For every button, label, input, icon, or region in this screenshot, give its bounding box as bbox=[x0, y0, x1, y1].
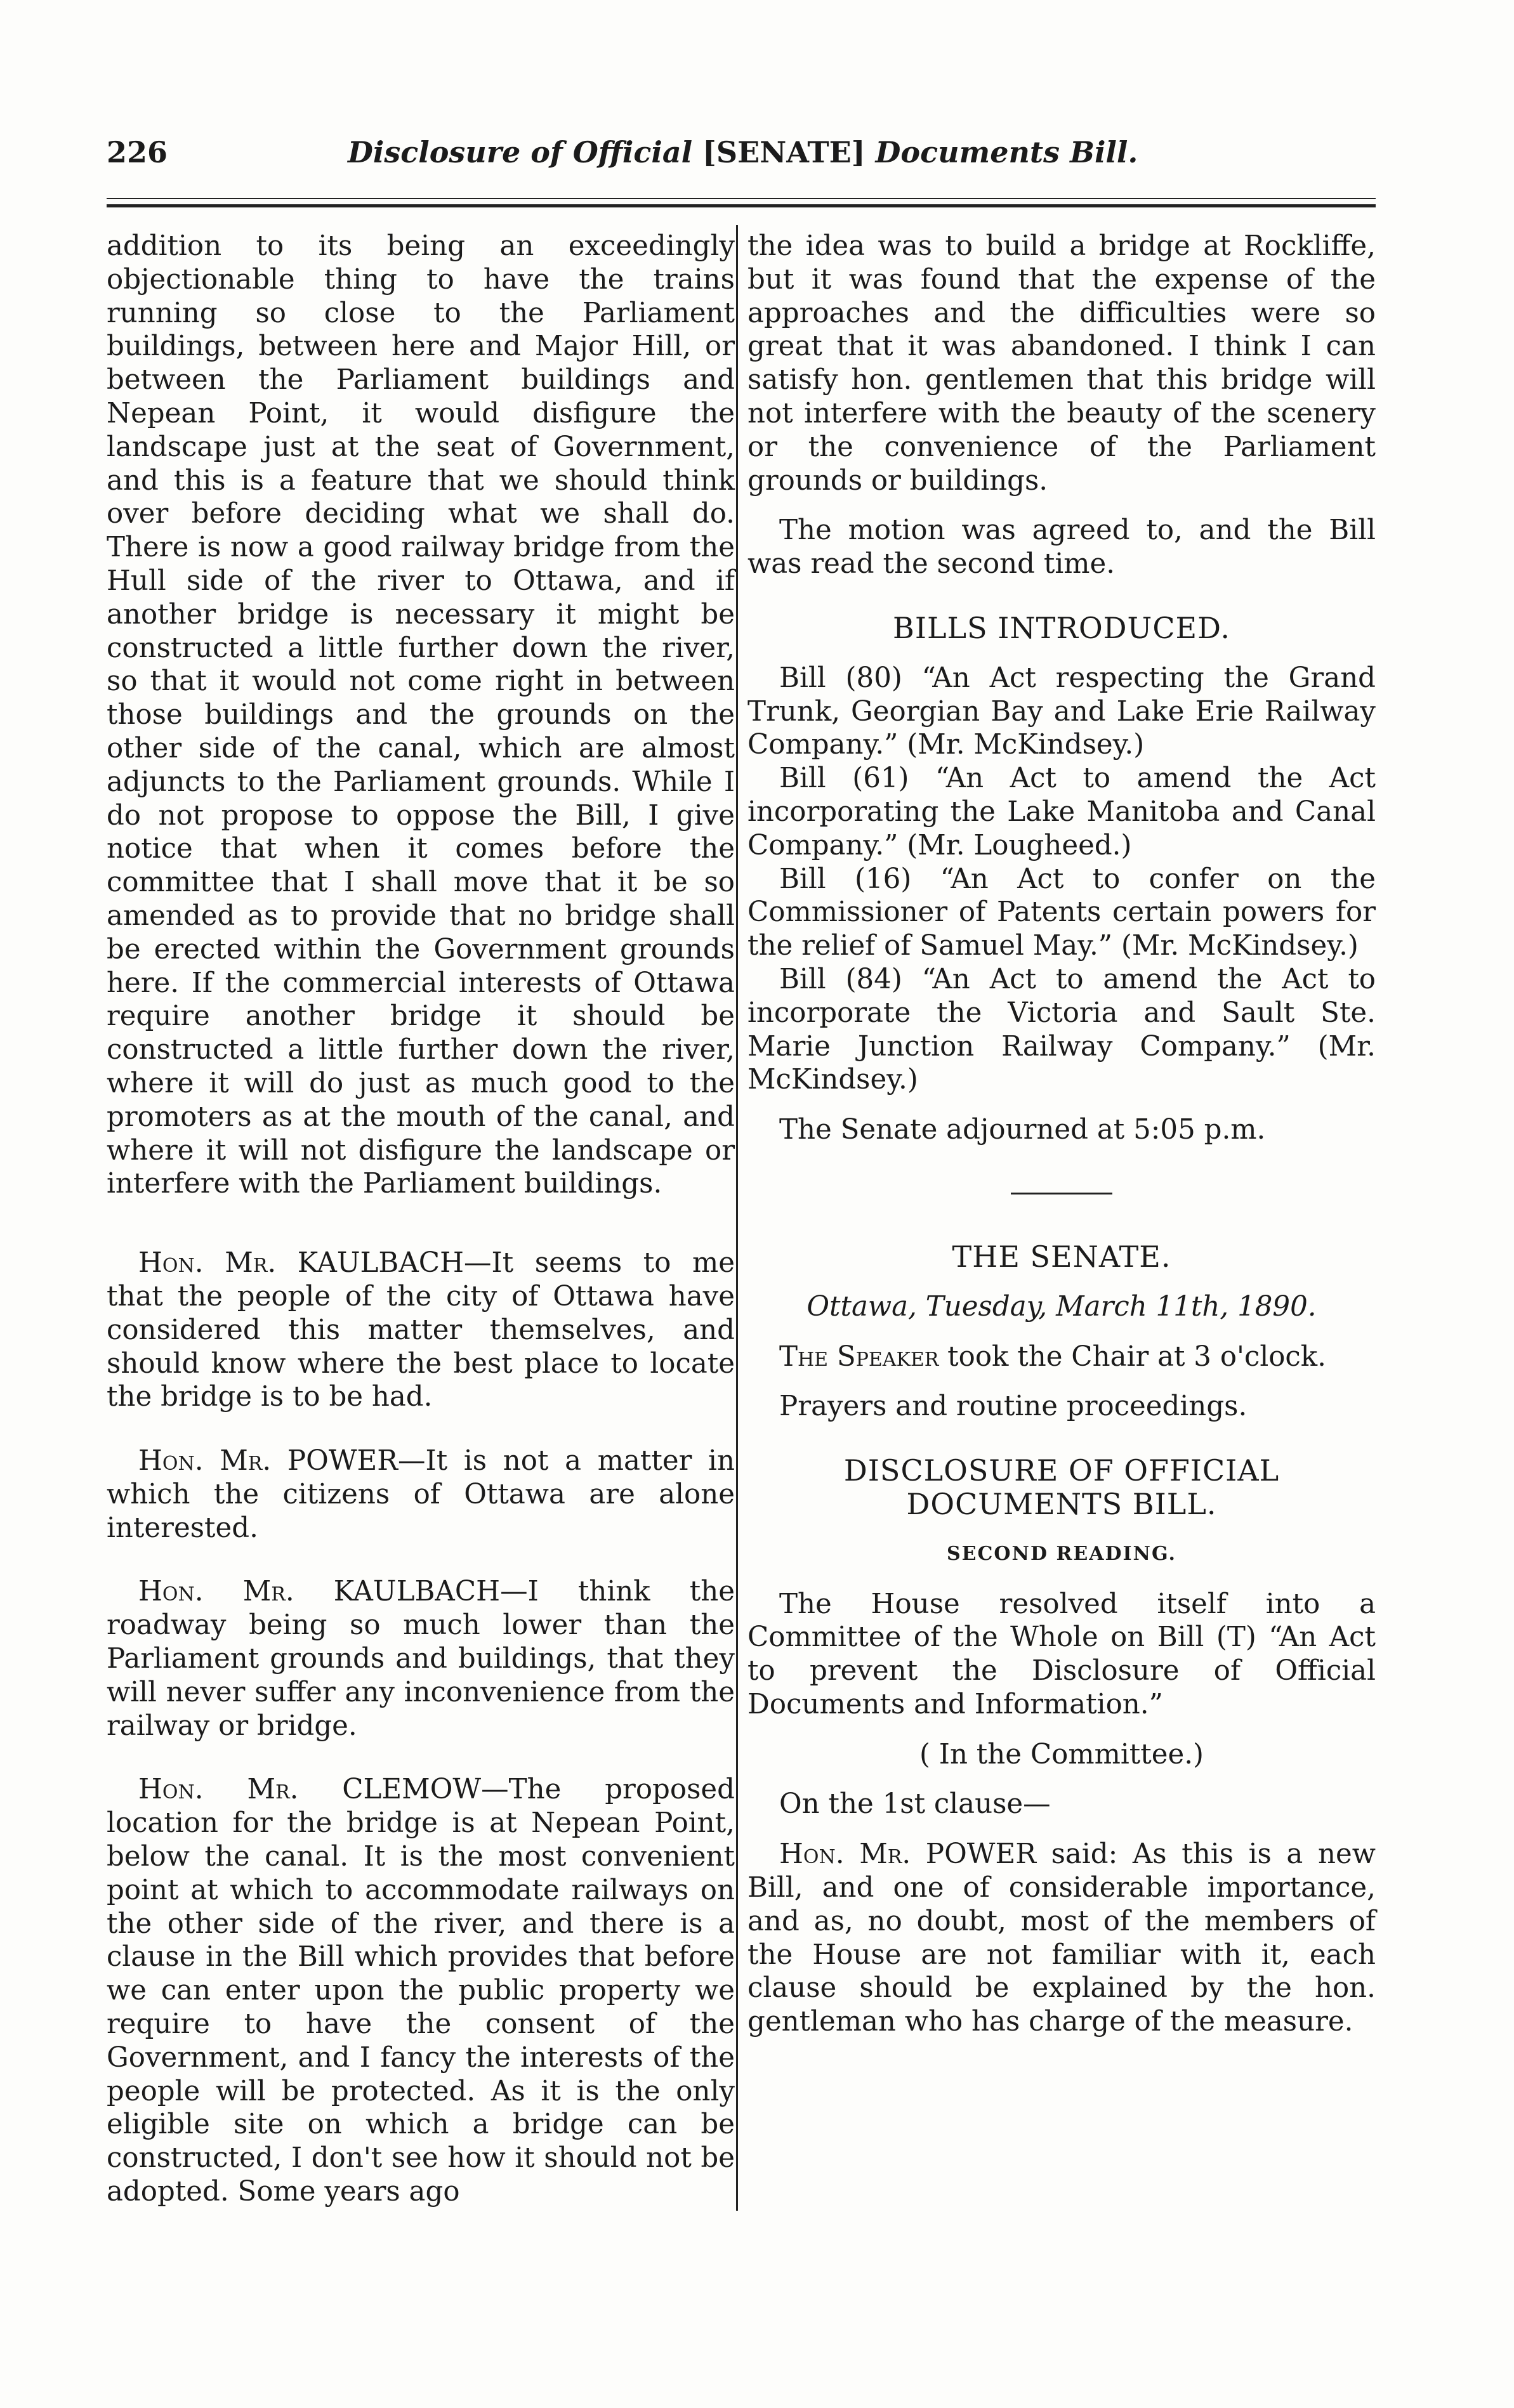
speaker-name: Hon. Mr. KAULBACH bbox=[138, 1576, 501, 1608]
speaker-name: Hon. Mr. KAULBACH bbox=[138, 1247, 464, 1279]
bill-84: Bill (84) “An Act to amend the Act to incorporate the Victoria and Sault Ste. Marie Junction Railway Company.” (Mr. McKindsey.) bbox=[747, 963, 1376, 1096]
column-divider bbox=[736, 225, 738, 2211]
speech-text: —It seems to me that the people of the city of Ottawa have considered this matter themselves, and should know where the best place to locate the bridge is to be had. bbox=[107, 1247, 735, 1413]
speech-clemow bbox=[107, 1773, 735, 2208]
header-rule-thick bbox=[107, 204, 1376, 207]
speech-power-2 bbox=[747, 1838, 1376, 2039]
prayers-line: Prayers and routine proceedings. bbox=[779, 1390, 1247, 1423]
bill-80: Bill (80) “An Act respecting the Grand Trunk, Georgian Bay and Lake Erie Railway Company.” (Mr. McKindsey.) bbox=[747, 662, 1376, 761]
speaker-name: Hon. Mr. CLEMOW bbox=[138, 1774, 482, 1806]
bill-16: Bill (16) “An Act to confer on the Commissioner of Patents certain powers for the relief of Samuel May.” (Mr. McKindsey.) bbox=[747, 863, 1376, 962]
first-clause: On the 1st clause— bbox=[779, 1788, 1051, 1821]
motion-agreed: The motion was agreed to, and the Bill was read the second time. bbox=[747, 514, 1376, 580]
second-reading-subheading: SECOND READING. bbox=[947, 1542, 1176, 1565]
running-title-senate: [SENATE] bbox=[702, 135, 866, 169]
left-column bbox=[107, 230, 735, 2209]
in-committee: ( In the Committee.) bbox=[919, 1738, 1204, 1770]
speaker-name: Hon. Mr. POWER bbox=[779, 1838, 1036, 1871]
senate-heading: THE SENATE. bbox=[952, 1239, 1171, 1274]
running-title-post: Documents Bill. bbox=[865, 135, 1138, 169]
speaker-name: Hon. Mr. POWER bbox=[138, 1445, 398, 1477]
speech-text: —The proposed location for the bridge is at Nepean Point, below the canal. It is the most convenient point at which to accommodate railways on the other side of the river, and there is a clause in the Bill which provides that before we can enter upon the public property we require to have the consent of the Government, and I fancy the interests of the people will be protected. As it is the only eligible site on which a bridge can be constructed, I don't see how it should not be adopted. Some years ago bbox=[107, 1774, 735, 2208]
running-title bbox=[348, 130, 1138, 174]
disclosure-bill-heading: DISCLOSURE OF OFFICIAL DOCUMENTS BILL. bbox=[843, 1453, 1280, 1521]
speech-kaulbach-1 bbox=[107, 1247, 735, 1414]
page-number: 226 bbox=[107, 135, 168, 169]
running-title-pre: Disclosure of Official bbox=[348, 135, 703, 169]
bill-61: Bill (61) “An Act to amend the Act incorporating the Lake Manitoba and Canal Company.” (Mr. Lougheed.) bbox=[747, 762, 1376, 861]
bills-introduced-heading: BILLS INTRODUCED. bbox=[893, 610, 1230, 645]
house-resolved: The House resolved itself into a Committee of the Whole on Bill (T) “An Act to prevent the Disclosure of Official Documents and Information.” bbox=[747, 1588, 1376, 1720]
right-column bbox=[747, 230, 1376, 2039]
speech-power-1 bbox=[107, 1444, 735, 1545]
speaker-title: The Speaker bbox=[779, 1340, 939, 1373]
page-header bbox=[107, 130, 1376, 174]
sitting-date: Ottawa, Tuesday, March 11th, 1890. bbox=[806, 1290, 1317, 1323]
speaker-took-chair-text: took the Chair at 3 o'clock. bbox=[938, 1340, 1326, 1373]
speech-text: —It is not a matter in which the citizens of Ottawa are alone interested. bbox=[107, 1445, 735, 1544]
speech-kaulbach-2 bbox=[107, 1575, 735, 1743]
speech-text: —I think the roadway being so much lower than the Parliament grounds and buildings, that they will never suffer any inconvenience from the railway or bridge. bbox=[107, 1576, 735, 1742]
speech-text: said: As this is a new Bill, and one of considerable importance, and as, no doubt, most of the members of the House are not familiar with it, each clause should be explained by the hon. gentleman who has charge of the measure. bbox=[747, 1838, 1376, 2038]
senate-adjourned: The Senate adjourned at 5:05 p.m. bbox=[779, 1114, 1266, 1146]
speaker-took-chair bbox=[747, 1340, 1376, 1374]
paragraph-continuation: addition to its being an exceedingly objectionable thing to have the trains running so close to the Parliament buildings, between here and Major Hill, or between the Parliament buildings and Nepean Point, it would disfigure the landscape just at the seat of Government, and this is a feature that we should think over before deciding what we shall do. There is now a good railway bridge from the Hull side of the river to Ottawa, and if another bridge is necessary it might be constructed a little further down the river, so that it would not come right in between those buildings and the grounds on the other side of the canal, which are almost adjuncts to the Parliament grounds. While I do not propose to oppose the Bill, I give notice that when it comes before the committee that I shall move that it be so amended as to provide that no bridge shall be erected within the Government grounds here. If the commercial interests of Ottawa require another bridge it should be constructed a little further down the river, where it will do just as much good to the promoters as at the mouth of the canal, and where it will not disfigure the landscape or interfere with the Parliament buildings. bbox=[107, 230, 735, 1200]
header-rule-thin bbox=[107, 198, 1376, 199]
speech-clemow-continued: the idea was to build a bridge at Rockliffe, but it was found that the expense of the approaches and the difficulties were so great that it was abandoned. I think I can satisfy hon. gentlemen that this bridge will not interfere with the beauty of the scenery or the convenience of the Parliament grounds or buildings. bbox=[747, 230, 1376, 497]
